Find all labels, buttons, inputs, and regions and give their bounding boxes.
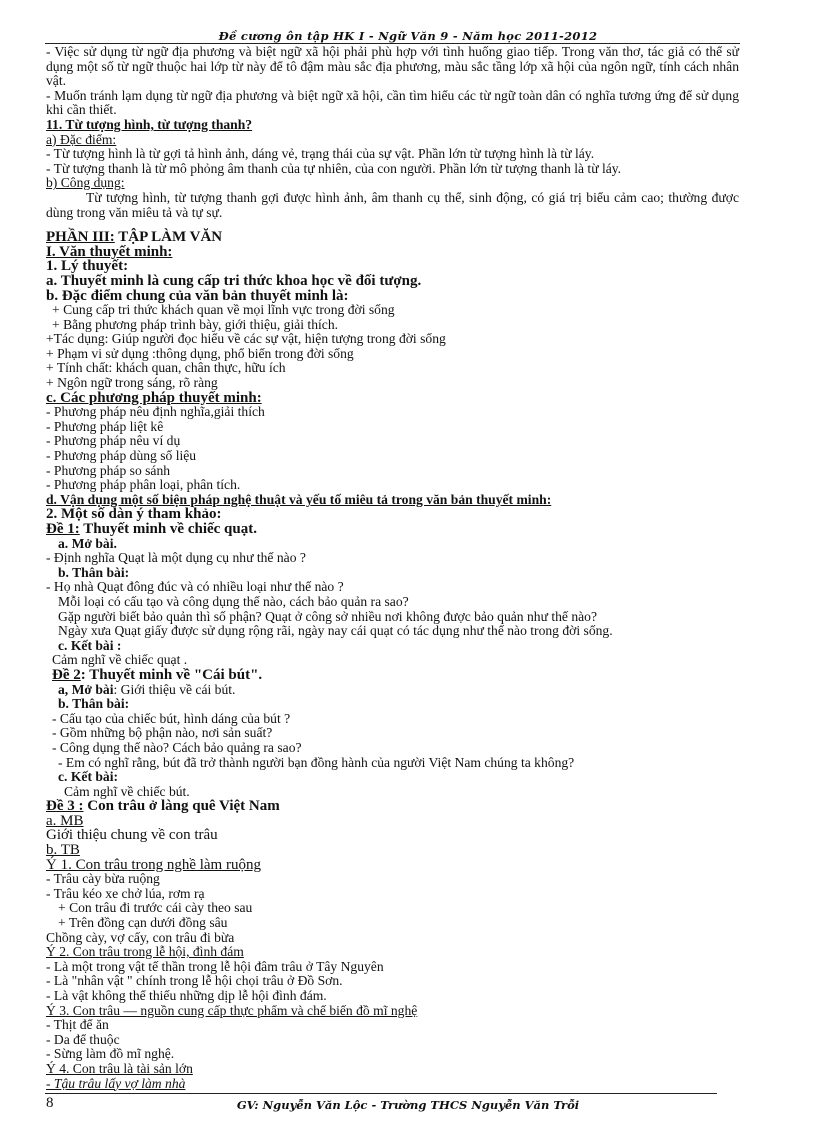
paragraph: - Việc sử dụng từ ngữ địa phương và biệt ngữ xã hội phải phù hợp với tình huống giao tiếp. Trong văn thơ, tác giả có thể sử dụng một số từ ngữ thuộc hai lớp từ này để tô đậm màu sắc địa phương, màu sắc tầng lớp xã hội của ngôn ngữ, tính cách nhân vật. <box>46 44 739 89</box>
list-item: - Tậu trâu lấy vợ làm nhà <box>46 1075 186 1091</box>
topic-heading: Đề 2: Thuyết minh về "Cái bút". <box>52 666 263 683</box>
list-item: - Trâu kéo xe chở lúa, rơm rạ <box>46 885 205 901</box>
sub-heading: Ý 1. Con trâu trong nghề làm ruộng <box>46 856 261 873</box>
list-item: Chồng cày, vợ cấy, con trâu đi bừa <box>46 929 235 945</box>
list-item: Giới thiệu chung về con trâu <box>46 827 218 844</box>
page-number: 8 <box>46 1095 54 1111</box>
section-heading: 1. Lý thuyết: <box>46 258 129 275</box>
section-heading: 2. Một số dàn ý tham khảo: <box>46 506 222 523</box>
sub-heading: b. Thân bài: <box>58 564 130 580</box>
footer-rule <box>45 1093 717 1094</box>
sub-heading: a. Mở bài. <box>58 535 117 551</box>
list-item: + Cung cấp tri thức khách quan về mọi lĩnh vực trong đời sống <box>52 302 395 318</box>
list-item: - Phương pháp liệt kê <box>46 418 164 434</box>
list-item: - Da để thuộc <box>46 1031 120 1047</box>
list-item: - Thịt để ăn <box>46 1017 109 1033</box>
list-item: + Phạm vi sử dụng :thông dụng, phổ biến trong đời sống <box>46 345 354 361</box>
sub-heading: Ý 4. Con trâu là tài sản lớn <box>46 1060 193 1076</box>
page-footer: GV: Nguyễn Văn Lộc - Trường THCS Nguyễn Văn Trỗi <box>236 1098 580 1112</box>
list-item: - Phương pháp nêu ví dụ <box>46 433 181 449</box>
list-item: - Định nghĩa Quạt là một dụng cụ như thế nào ? <box>46 550 306 566</box>
list-item: - Em có nghĩ rằng, bút đã trở thành người bạn đồng hành của người Việt Nam chúng ta không? <box>58 754 575 770</box>
page-content <box>46 45 739 1091</box>
sub-heading: c. Kết bài : <box>58 637 122 653</box>
section-heading: b. Đặc điểm chung của văn bản thuyết minh là: <box>46 287 349 304</box>
list-item: - Phương pháp dùng số liệu <box>46 448 197 464</box>
topic-heading: Đề 1: Thuyết minh về chiếc quạt. <box>46 521 257 537</box>
sub-heading: b. Thân bài: <box>58 696 130 712</box>
list-item: - Từ tượng thanh là từ mô phỏng âm thanh của tự nhiên, của con người. Phần lớn từ tượng thanh là từ láy. <box>46 160 622 176</box>
list-item: + Trên đồng cạn dưới đồng sâu <box>58 915 228 931</box>
list-item: + Bằng phương pháp trình bày, giới thiệu, giải thích. <box>52 316 339 332</box>
part-heading: PHẦN III: TẬP LÀM VĂN <box>46 229 223 246</box>
list-item: Gặp người biết bảo quản thì số phận? Quạt ở công sở nhiều nơi không được bảo quản như thế nào? <box>58 608 598 624</box>
sub-heading: c. Kết bài: <box>58 769 119 785</box>
list-item: - Gồm những bộ phận nào, nơi sản suất? <box>52 725 273 741</box>
list-item: - Là vật không thể thiếu những dịp lễ hội đình đám. <box>46 988 327 1003</box>
list-item: - Phương pháp nêu định nghĩa,giải thích <box>46 404 265 420</box>
paragraph: Từ tượng hình, từ tượng thanh gợi được hình ảnh, âm thanh cụ thể, sinh động, có giá trị biểu cảm cao; thường được dùng trong văn miêu tả và tự sự. <box>46 189 739 220</box>
list-item: + Con trâu đi trước cái cày theo sau <box>58 900 253 916</box>
sub-heading: Ý 3. Con trâu — nguồn cung cấp thực phẩm và chế biến đồ mĩ nghệ <box>46 1002 418 1018</box>
section-heading: I. Văn thuyết minh: <box>46 243 173 260</box>
page-header: Đề cương ôn tập HK I - Ngữ Văn 9 - Năm học 2011-2012 <box>218 29 598 43</box>
sub-heading: a. MB <box>46 812 84 829</box>
sub-heading: a, Mở bài: Giới thiệu về cái bút. <box>58 681 236 697</box>
list-item: - Từ tượng hình là từ gợi tả hình ảnh, dáng vẻ, trạng thái của sự vật. Phần lớn từ tượng hình là từ láy. <box>46 146 595 162</box>
list-item: - Là một trong vật tế thần trong lễ hội đâm trâu ở Tây Nguyên <box>46 958 384 974</box>
list-item: - Là "nhân vật " chính trong lễ hội chọi trâu ở Đồ Sơn. <box>46 973 343 989</box>
list-item: Ngày xưa Quạt giấy được sử dụng rộng rãi, ngày nay cái quạt có tác dụng như thế nào trong đời sống. <box>58 623 613 639</box>
list-item: - Trâu cày bừa ruộng <box>46 871 160 887</box>
section-heading: 11. Từ tượng hình, từ tượng thanh? <box>46 116 253 132</box>
paragraph: - Muốn tránh lạm dụng từ ngữ địa phương và biệt ngữ xã hội, cần tìm hiểu các từ ngữ toàn dân có nghĩa tương ứng để sử dụng khi cần thiết. <box>46 87 739 118</box>
list-item: Cảm nghĩ về chiếc quạt . <box>52 652 188 668</box>
list-item: +Tác dụng: Giúp người đọc hiểu về các sự vật, hiện tượng trong đời sống <box>46 331 446 347</box>
sub-heading: a) Đặc điểm: <box>46 131 117 147</box>
list-item: Cảm nghĩ về chiếc bút. <box>64 783 190 799</box>
list-item: Mỗi loại có cấu tạo và công dụng thế nào, cách bảo quản ra sao? <box>58 593 409 609</box>
list-item: - Phương pháp so sánh <box>46 462 171 478</box>
list-item: - Cấu tạo của chiếc bút, hình dáng của bút ? <box>52 710 291 726</box>
list-item: + Tính chất: khách quan, chân thực, hữu ích <box>46 360 286 376</box>
topic-heading: Đề 3 : Con trâu ở làng quê Việt Nam <box>46 798 280 815</box>
list-item: + Ngôn ngữ trong sáng, rõ ràng <box>46 375 218 391</box>
list-item: - Phương pháp phân loại, phân tích. <box>46 477 241 493</box>
section-heading: a. Thuyết minh là cung cấp tri thức khoa học về đối tượng. <box>46 272 422 289</box>
list-item: - Họ nhà Quạt đông đúc và có nhiều loại như thế nào ? <box>46 579 344 595</box>
sub-heading: Ý 2. Con trâu trong lễ hội, đình đám <box>46 944 244 960</box>
section-heading: c. Các phương pháp thuyết minh: <box>46 389 262 406</box>
list-item: - Sừng làm đồ mĩ nghệ. <box>46 1046 175 1062</box>
sub-heading: b) Công dụng: <box>46 175 125 191</box>
list-item: - Công dụng thế nào? Cách bảo quảng ra sao? <box>52 739 302 755</box>
section-heading: d. Vận dụng một số biện pháp nghệ thuật và yếu tố miêu tả trong văn bản thuyết minh: <box>46 491 552 507</box>
sub-heading: b. TB <box>46 842 80 859</box>
